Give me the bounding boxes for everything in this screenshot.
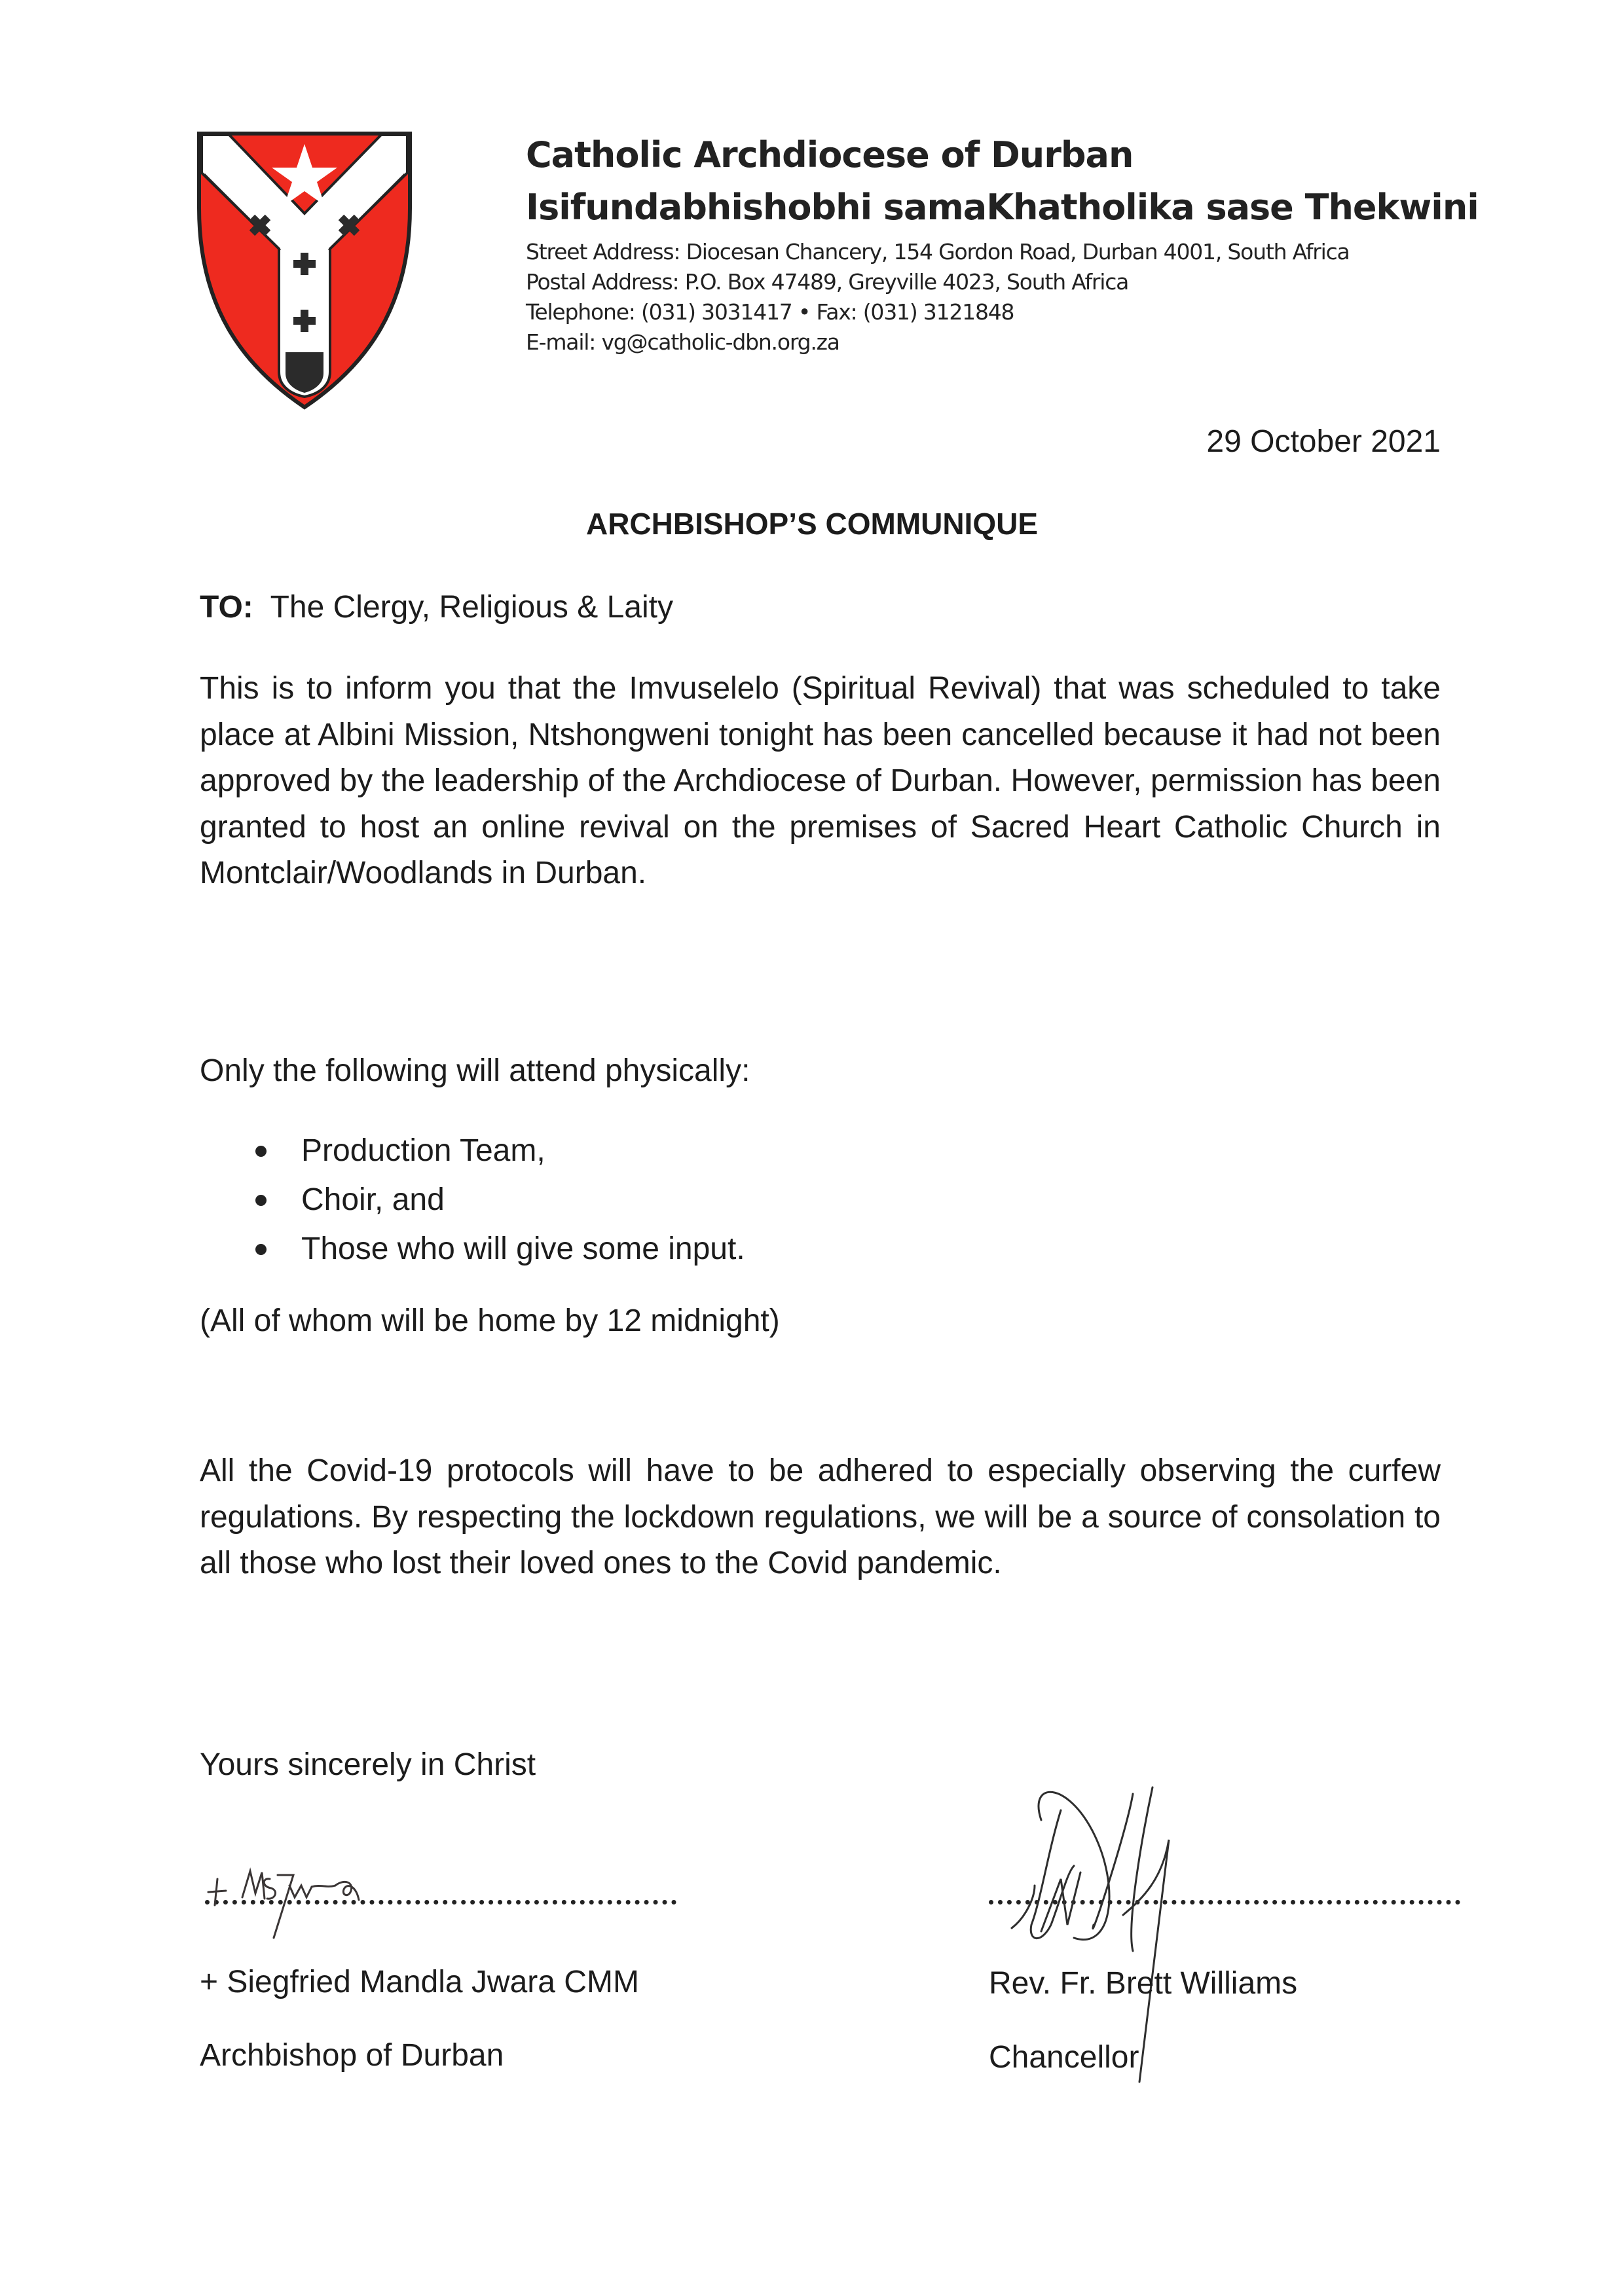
signatory-name-left: + Siegfried Mandla Jwara CMM bbox=[200, 1965, 639, 1999]
bullet-icon bbox=[255, 1195, 267, 1206]
list-item bbox=[255, 1126, 745, 1175]
bullet-icon bbox=[255, 1244, 267, 1255]
organization-name-zulu: Isifundabhishobhi samaKhatholika sase Thekwini bbox=[526, 187, 1479, 228]
page-title: ARCHBISHOP’S COMMUNIQUE bbox=[585, 507, 1039, 541]
letter-date: 29 October 2021 bbox=[1206, 424, 1441, 459]
bullet-icon bbox=[255, 1146, 267, 1157]
organization-name-english: Catholic Archdiocese of Durban bbox=[526, 134, 1134, 175]
telephone-fax: Telephone: (031) 3031417 • Fax: (031) 3121848 bbox=[526, 299, 1014, 325]
list-item bbox=[255, 1175, 745, 1224]
attend-intro: Only the following will attend physically: bbox=[200, 1053, 750, 1088]
list-item-label: Those who will give some input. bbox=[301, 1231, 745, 1266]
attendee-list bbox=[255, 1126, 745, 1273]
recipients: The Clergy, Religious & Laity bbox=[270, 590, 673, 625]
list-item-label: Choir, and bbox=[301, 1182, 445, 1217]
body-paragraph-2: All the Covid-19 protocols will have to be adhered to especially observing the curfew regulations. By respecting the lockdown regulations, we will be a source of consolation to all those who lost their loved ones to the Covid pandemic. bbox=[200, 1453, 1441, 1580]
signatory-title-left: Archbishop of Durban bbox=[200, 2038, 504, 2073]
email-address: E-mail: vg@catholic-dbn.org.za bbox=[526, 329, 840, 355]
signatory-name-right: Rev. Fr. Brett Williams bbox=[989, 1966, 1298, 2001]
coat-of-arms-shield-icon bbox=[196, 130, 413, 411]
recipient-line bbox=[200, 589, 673, 625]
handwritten-signature-icon bbox=[196, 1859, 524, 1964]
to-label: TO: bbox=[200, 590, 253, 625]
signatory-title-right: Chancellor bbox=[989, 2040, 1139, 2075]
body-paragraph-1: This is to inform you that the Imvuselelo (Spiritual Revival) that was scheduled to take place at Albini Mission, Ntshongweni tonight has been cancelled because it had not been approved by the leadership of the Archdiocese of Durban. However, permission has been granted to host an online revival on the premises of Sacred Heart Catholic Church in Montclair/Woodlands in Durban. bbox=[200, 671, 1441, 890]
list-item-label: Production Team, bbox=[301, 1133, 545, 1168]
street-address: Street Address: Diocesan Chancery, 154 Gordon Road, Durban 4001, South Africa bbox=[526, 239, 1350, 264]
list-item bbox=[255, 1224, 745, 1273]
closing-salutation: Yours sincerely in Christ bbox=[200, 1747, 536, 1782]
attendance-note: (All of whom will be home by 12 midnight) bbox=[200, 1303, 780, 1338]
postal-address: Postal Address: P.O. Box 47489, Greyville 4023, South Africa bbox=[526, 269, 1129, 295]
